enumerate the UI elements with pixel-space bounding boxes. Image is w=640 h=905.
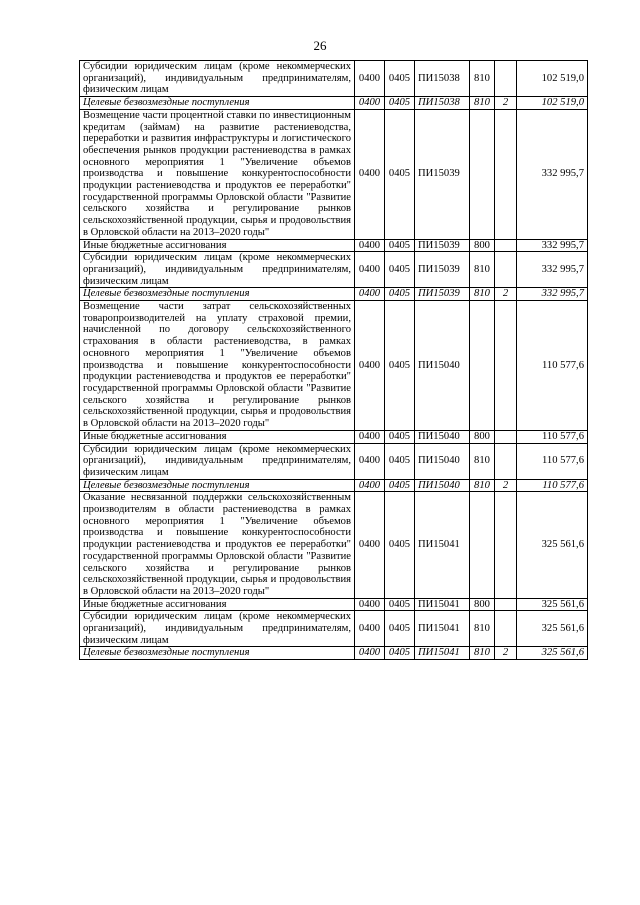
amount-value: 332 995,7 bbox=[517, 109, 588, 239]
source-code: 2 bbox=[495, 97, 517, 110]
subsection-code: 0405 bbox=[385, 301, 415, 431]
target-article-code: ПИ15038 bbox=[415, 97, 470, 110]
expense-type-code: 810 bbox=[470, 97, 495, 110]
source-code bbox=[495, 492, 517, 598]
row-description: Возмещение части затрат сельскохозяйственных товаропроизводителей на уплату страховой премии, начисленной по договору сельскохозяйственного страхования в области растениеводства, в рамках основного мероприятия 1 "Увеличение объемов производства и повышение конкурентоспособности продукции растениеводства и продуктов ее переработки" государственной программы Орловской области "Развитие сельского хозяйства и регулирование рынков сельскохозяйственной продукции, сырья и продовольствия в Орловской области на 2013–2020 годы" bbox=[80, 301, 355, 431]
subsection-code: 0405 bbox=[385, 252, 415, 288]
amount-value: 110 577,6 bbox=[517, 301, 588, 431]
target-article-code: ПИ15038 bbox=[415, 61, 470, 97]
expense-type-code: 810 bbox=[470, 252, 495, 288]
target-article-code: ПИ15040 bbox=[415, 479, 470, 492]
section-code: 0400 bbox=[355, 430, 385, 443]
amount-value: 332 995,7 bbox=[517, 288, 588, 301]
expense-type-code: 810 bbox=[470, 479, 495, 492]
source-code bbox=[495, 430, 517, 443]
row-description: Целевые безвозмездные поступления bbox=[80, 647, 355, 660]
source-code bbox=[495, 109, 517, 239]
table-row bbox=[80, 430, 588, 443]
section-code: 0400 bbox=[355, 647, 385, 660]
row-description: Оказание несвязанной поддержки сельскохозяйственным производителям в области растениеводства в рамках основного мероприятия 1 "Увеличение объемов производства и повышение конкурентоспособности продукции растениеводства и продуктов ее переработки" государственной программы Орловской области "Развитие сельского хозяйства и регулирование рынков сельскохозяйственной продукции, сырья и продовольствия в Орловской области на 2013–2020 годы" bbox=[80, 492, 355, 598]
subsection-code: 0405 bbox=[385, 479, 415, 492]
subsection-code: 0405 bbox=[385, 647, 415, 660]
section-code: 0400 bbox=[355, 492, 385, 598]
subsection-code: 0405 bbox=[385, 61, 415, 97]
row-description: Субсидии юридическим лицам (кроме некоммерческих организаций), индивидуальным предпринимателям, физическим лицам bbox=[80, 443, 355, 479]
table-row bbox=[80, 479, 588, 492]
source-code: 2 bbox=[495, 479, 517, 492]
row-description: Иные бюджетные ассигнования bbox=[80, 430, 355, 443]
expense-type-code: 810 bbox=[470, 443, 495, 479]
table-row bbox=[80, 492, 588, 598]
target-article-code: ПИ15039 bbox=[415, 109, 470, 239]
expense-type-code: 810 bbox=[470, 288, 495, 301]
source-code bbox=[495, 252, 517, 288]
source-code bbox=[495, 443, 517, 479]
table-row bbox=[80, 109, 588, 239]
expense-type-code: 800 bbox=[470, 430, 495, 443]
table-row bbox=[80, 252, 588, 288]
section-code: 0400 bbox=[355, 611, 385, 647]
table-row bbox=[80, 611, 588, 647]
budget-table bbox=[79, 60, 588, 660]
target-article-code: ПИ15039 bbox=[415, 239, 470, 252]
subsection-code: 0405 bbox=[385, 611, 415, 647]
section-code: 0400 bbox=[355, 301, 385, 431]
row-description: Целевые безвозмездные поступления bbox=[80, 288, 355, 301]
table-row bbox=[80, 301, 588, 431]
table-body bbox=[80, 61, 588, 660]
subsection-code: 0405 bbox=[385, 430, 415, 443]
section-code: 0400 bbox=[355, 479, 385, 492]
row-description: Целевые безвозмездные поступления bbox=[80, 479, 355, 492]
table-row bbox=[80, 647, 588, 660]
subsection-code: 0405 bbox=[385, 239, 415, 252]
expense-type-code: 800 bbox=[470, 598, 495, 611]
expense-type-code bbox=[470, 301, 495, 431]
amount-value: 102 519,0 bbox=[517, 97, 588, 110]
row-description: Иные бюджетные ассигнования bbox=[80, 239, 355, 252]
amount-value: 110 577,6 bbox=[517, 443, 588, 479]
section-code: 0400 bbox=[355, 109, 385, 239]
subsection-code: 0405 bbox=[385, 288, 415, 301]
subsection-code: 0405 bbox=[385, 598, 415, 611]
source-code: 2 bbox=[495, 288, 517, 301]
row-description: Субсидии юридическим лицам (кроме некоммерческих организаций), индивидуальным предпринимателям, физическим лицам bbox=[80, 611, 355, 647]
section-code: 0400 bbox=[355, 61, 385, 97]
target-article-code: ПИ15039 bbox=[415, 252, 470, 288]
target-article-code: ПИ15040 bbox=[415, 430, 470, 443]
target-article-code: ПИ15040 bbox=[415, 443, 470, 479]
expense-type-code: 810 bbox=[470, 611, 495, 647]
table-row bbox=[80, 288, 588, 301]
section-code: 0400 bbox=[355, 598, 385, 611]
section-code: 0400 bbox=[355, 288, 385, 301]
expense-type-code: 800 bbox=[470, 239, 495, 252]
amount-value: 110 577,6 bbox=[517, 479, 588, 492]
subsection-code: 0405 bbox=[385, 492, 415, 598]
expense-type-code bbox=[470, 492, 495, 598]
amount-value: 110 577,6 bbox=[517, 430, 588, 443]
row-description: Субсидии юридическим лицам (кроме некоммерческих организаций), индивидуальным предпринимателям, физическим лицам bbox=[80, 61, 355, 97]
subsection-code: 0405 bbox=[385, 97, 415, 110]
table-row bbox=[80, 97, 588, 110]
target-article-code: ПИ15041 bbox=[415, 647, 470, 660]
target-article-code: ПИ15041 bbox=[415, 598, 470, 611]
subsection-code: 0405 bbox=[385, 109, 415, 239]
target-article-code: ПИ15039 bbox=[415, 288, 470, 301]
target-article-code: ПИ15041 bbox=[415, 492, 470, 598]
amount-value: 325 561,6 bbox=[517, 492, 588, 598]
source-code bbox=[495, 598, 517, 611]
amount-value: 325 561,6 bbox=[517, 611, 588, 647]
expense-type-code: 810 bbox=[470, 647, 495, 660]
row-description: Субсидии юридическим лицам (кроме некоммерческих организаций), индивидуальным предпринимателям, физическим лицам bbox=[80, 252, 355, 288]
row-description: Иные бюджетные ассигнования bbox=[80, 598, 355, 611]
source-code bbox=[495, 61, 517, 97]
row-description: Возмещение части процентной ставки по инвестиционным кредитам (займам) на развитие растениеводства, переработки и развития инфраструктуры и логистического обеспечения рынков продукции растениеводства в рамках основного мероприятия 1 "Увеличение объемов производства и повышение конкурентоспособности продукции растениеводства и продуктов ее переработки" государственной программы Орловской области "Развитие сельского хозяйства и регулирование рынков сельскохозяйственной продукции, сырья и продовольствия в Орловской области на 2013–2020 годы" bbox=[80, 109, 355, 239]
target-article-code: ПИ15041 bbox=[415, 611, 470, 647]
amount-value: 325 561,6 bbox=[517, 598, 588, 611]
section-code: 0400 bbox=[355, 97, 385, 110]
target-article-code: ПИ15040 bbox=[415, 301, 470, 431]
page-number: 26 bbox=[313, 38, 327, 53]
section-code: 0400 bbox=[355, 252, 385, 288]
table-row bbox=[80, 61, 588, 97]
section-code: 0400 bbox=[355, 239, 385, 252]
subsection-code: 0405 bbox=[385, 443, 415, 479]
expense-type-code: 810 bbox=[470, 61, 495, 97]
section-code: 0400 bbox=[355, 443, 385, 479]
source-code bbox=[495, 301, 517, 431]
amount-value: 325 561,6 bbox=[517, 647, 588, 660]
table-row bbox=[80, 239, 588, 252]
table-row bbox=[80, 598, 588, 611]
amount-value: 332 995,7 bbox=[517, 239, 588, 252]
amount-value: 102 519,0 bbox=[517, 61, 588, 97]
source-code: 2 bbox=[495, 647, 517, 660]
row-description: Целевые безвозмездные поступления bbox=[80, 97, 355, 110]
expense-type-code bbox=[470, 109, 495, 239]
source-code bbox=[495, 239, 517, 252]
amount-value: 332 995,7 bbox=[517, 252, 588, 288]
table-row bbox=[80, 443, 588, 479]
source-code bbox=[495, 611, 517, 647]
